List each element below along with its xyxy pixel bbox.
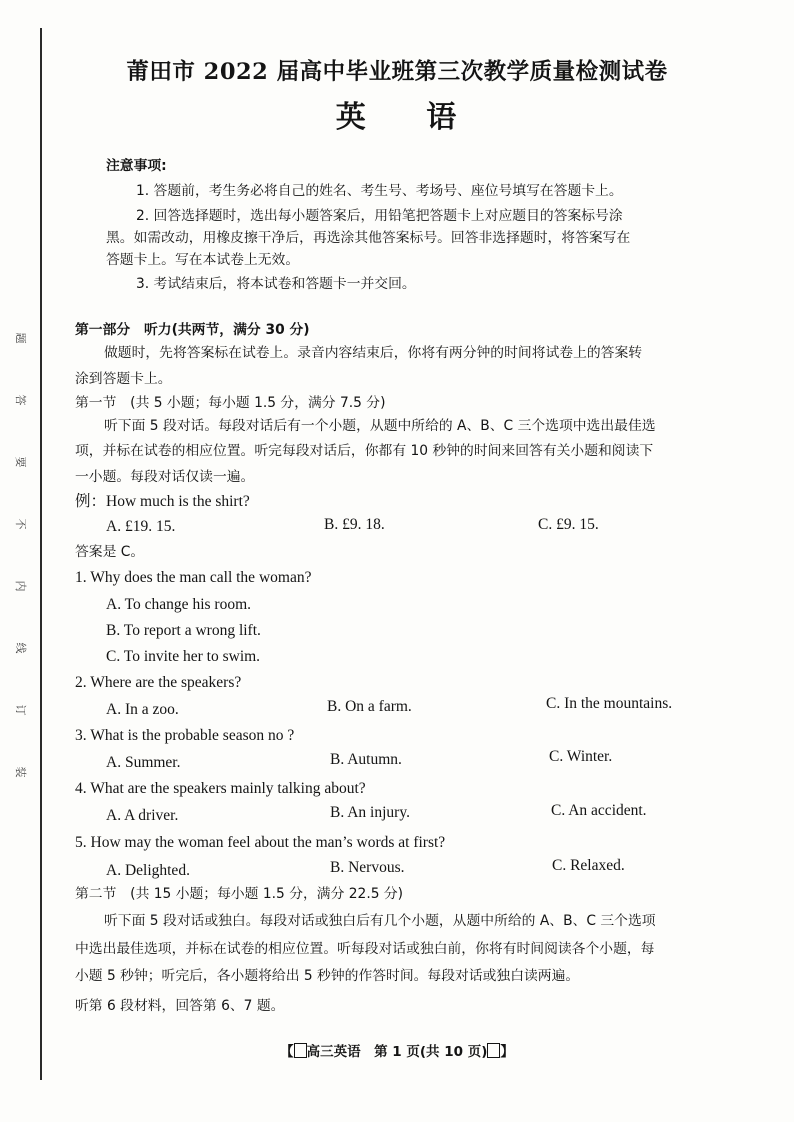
section2-heading: 第二节 (共 15 小题；每小题 1.5 分，满分 22.5 分) [75, 886, 404, 902]
question-stem: 3. What is the probable season no ? [75, 727, 295, 744]
question-option: B. On a farm. [327, 698, 412, 715]
question-stem: 1. Why does the man call the woman? [75, 569, 312, 586]
section1-intro-line: 项，并标在试卷的相应位置。听完每段对话后，你都有 10 秒钟的时间来回答有关小题和阅读下 [75, 443, 654, 459]
question-option: A. Summer. [106, 754, 181, 771]
footer-bracket-right: 】 [500, 1044, 514, 1060]
question-option: B. To report a wrong lift. [106, 622, 261, 639]
example-option-b: B. £9. 18. [324, 516, 385, 533]
binding-char: 不 [14, 518, 27, 530]
section2-material: 听第 6 段材料，回答第 6、7 题。 [75, 998, 285, 1014]
part1-intro-line: 做题时，先将答案标在试卷上。录音内容结束后，你将有两分钟的时间将试卷上的答案转 [104, 345, 643, 361]
question-option: A. To change his room. [106, 596, 251, 613]
binding-char: 内 [14, 580, 27, 592]
example-question: 例：How much is the shirt? [75, 493, 250, 510]
question-option: A. In a zoo. [106, 701, 179, 718]
binding-line [40, 28, 42, 1080]
question-option: C. Winter. [549, 748, 613, 765]
section1-heading: 第一节 (共 5 小题；每小题 1.5 分，满分 7.5 分) [75, 395, 386, 411]
section1-intro-line: 一小题。每段对话仅读一遍。 [75, 469, 255, 485]
question-option: B. Nervous. [330, 859, 405, 876]
example-option-a: A. £19. 15. [106, 518, 176, 535]
notice-line: 2. 回答选择题时，选出每小题答案后，用铅笔把答题卡上对应题目的答案标号涂 [136, 208, 623, 224]
question-option: C. An accident. [551, 802, 647, 819]
question-option: C. Relaxed. [552, 857, 625, 874]
example-option-c: C. £9. 15. [538, 516, 599, 533]
section2-intro-line: 小题 5 秒钟；听完后，各小题将给出 5 秒钟的作答时间。每段对话或独白读两遍。 [75, 968, 580, 984]
question-option: B. Autumn. [330, 751, 402, 768]
question-option: A. Delighted. [106, 862, 190, 879]
section2-intro-line: 中选出最佳选项，并标在试卷的相应位置。听每段对话或独白前，你将有时间阅读各个小题，每 [75, 941, 655, 957]
notice-line: 3. 考试结束后，将本试卷和答题卡一并交回。 [136, 276, 416, 292]
footer-box-left [294, 1043, 307, 1058]
footer-bracket-left: 【 [280, 1044, 294, 1060]
question-stem: 4. What are the speakers mainly talking about? [75, 780, 366, 797]
page-footer [0, 1040, 794, 1060]
notice-line: 1. 答题前，考生务必将自己的姓名、考生号、考场号、座位号填写在答题卡上。 [136, 183, 623, 199]
example-answer: 答案是 C。 [75, 544, 145, 560]
notice-line: 黑。如需改动，用橡皮擦干净后，再选涂其他答案标号。回答非选择题时，将答案写在 [106, 230, 631, 246]
binding-char: 答 [14, 394, 27, 406]
question-stem: 5. How may the woman feel about the man’s words at first? [75, 834, 446, 851]
question-option: B. An injury. [330, 804, 410, 821]
section2-intro-line: 听下面 5 段对话或独白。每段对话或独白后有几个小题，从题中所给的 A、B、C 三个选项 [104, 913, 656, 929]
question-stem: 2. Where are the speakers? [75, 674, 242, 691]
binding-char: 线 [14, 642, 27, 654]
binding-char: 题 [14, 332, 27, 344]
binding-char: 装 [14, 766, 27, 778]
subject-title: 英 语 [335, 100, 459, 135]
exam-title: 莆田市 2022 届高中毕业班第三次教学质量检测试卷 [126, 59, 668, 85]
section1-intro-line: 听下面 5 段对话。每段对话后有一个小题，从题中所给的 A、B、C 三个选项中选出最佳选 [104, 418, 656, 434]
binding-margin-text [14, 330, 28, 780]
notice-line: 答题卡上。写在本试卷上无效。 [106, 252, 300, 268]
binding-char: 订 [14, 704, 27, 716]
footer-box-right [487, 1043, 500, 1058]
question-option: A. A driver. [106, 807, 179, 824]
part1-heading: 第一部分 听力(共两节，满分 30 分) [75, 322, 310, 338]
question-option: C. In the mountains. [546, 695, 673, 712]
notice-heading: 注意事项: [106, 158, 167, 174]
question-option: C. To invite her to swim. [106, 648, 261, 665]
part1-intro-line: 涂到答题卡上。 [75, 371, 172, 387]
binding-char: 要 [14, 456, 27, 468]
footer-text: 高三英语 第 1 页(共 10 页) [306, 1044, 488, 1060]
